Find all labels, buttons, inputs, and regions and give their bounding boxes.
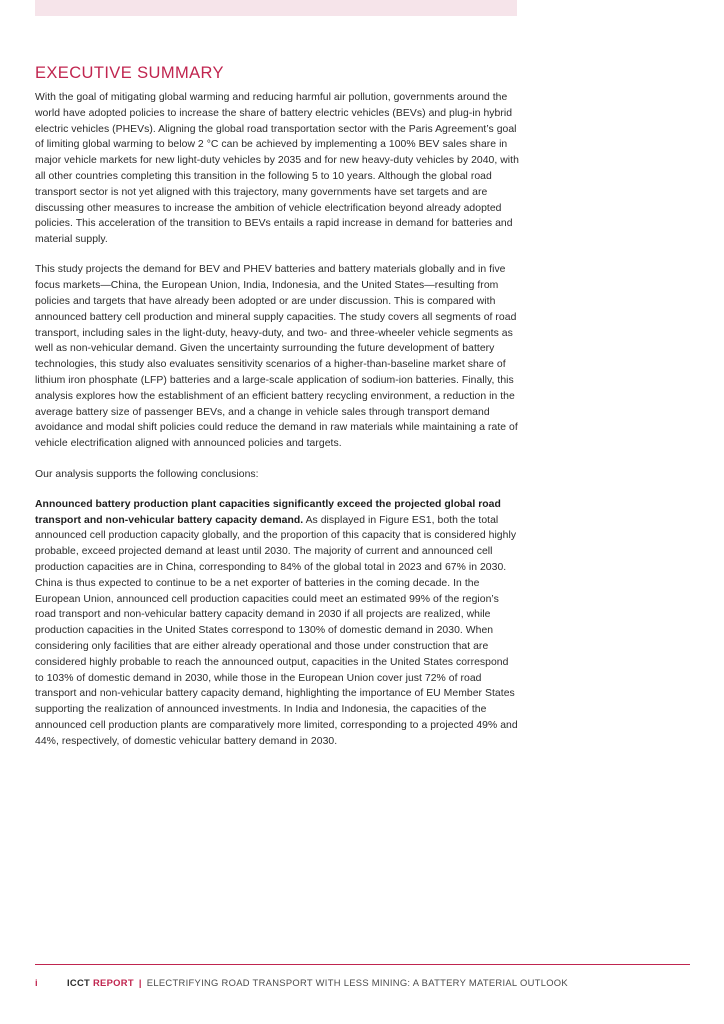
footer-org: ICCT (67, 977, 91, 988)
paragraph-conclusions-lead: Our analysis supports the following conclusions: (35, 468, 259, 480)
footer-document-title: ELECTRIFYING ROAD TRANSPORT WITH LESS MINING: A BATTERY MATERIAL OUTLOOK (146, 977, 568, 988)
top-decorative-band (35, 0, 517, 16)
finding-1-body: As displayed in Figure ES1, both the total announced cell production capacity globally, and the proportion of this capacity that is considered highly probable, exceed projected demand at least until 2030. The majority of current and announced cell production capacities are in China, corresponding to 84% of the global total in 2023 and 67% in 2030. China is thus expected to continue to be a net exporter of batteries in the coming decade. In the European Union, announced cell production capacities could meet an estimated 99% of the region’s road transport and non-vehicular battery capacity demand in 2030 if all projects are realized, while production capacities in the United States correspond to 130% of domestic demand in 2030. When considering only facilities that are either already operational and those under construction that are considered highly probable to reach the announced output, capacities in the United States correspond to 103% of domestic demand in 2030, while those in the European Union cover just 72% of road transport and non-vehicular battery capacity demand, highlighting the importance of EU Member States supporting the realization of announced investments. In India and Indonesia, the capacities of the announced cell production plants are comparatively more limited, corresponding to a projected 49% and 44%, respectively, of domestic vehicular battery demand in 2030. (35, 514, 518, 747)
footer-report-label: REPORT (92, 977, 134, 988)
paragraph-intro: With the goal of mitigating global warming and reducing harmful air pollution, governments around the world have adopted policies to increase the share of battery electric vehicles (BEVs) and plug-in hybrid electric vehicles (PHEVs). Aligning the global road transportation sector with the Paris Agreement’s goal of limiting global warming to below 2 °C can be achieved by implementing a 100% BEV sales share in major vehicle markets for new light-duty vehicles by 2035 and for new heavy-duty vehicles by 2040, with all other countries completing this transition in the following 5 to 10 years. Although the global road transport sector is not yet aligned with this trajectory, many governments have set targets and are discussing other measures to increase the ambition of vehicle electrification beyond already adopted policies. This acceleration of the transition to BEVs entails a rapid increase in demand for batteries and material supply. (35, 92, 519, 246)
paragraph-finding-1 (35, 497, 519, 750)
main-content (35, 62, 519, 764)
section-heading: EXECUTIVE SUMMARY (35, 64, 224, 82)
paragraph-study-scope: This study projects the demand for BEV and PHEV batteries and battery materials globally and in five focus markets—China, the European Union, India, Indonesia, and the United States—resulting from policies and targets that have already been adopted or are under discussion. This is compared with announced battery cell production and mineral supply capacities. The study covers all segments of road transport, including sales in the light-duty, heavy-duty, and two- and three-wheeler vehicle segments as well as non-vehicular demand. Given the uncertainty surrounding the future development of battery technologies, this study also evaluates sensitivity scenarios of a higher-than-baseline market share of lithium iron phosphate (LFP) batteries and a large-scale application of sodium-ion batteries. Finally, this analysis explores how the establishment of an efficient battery recycling environment, a reduction in the average battery size of passenger BEVs, and a change in vehicle sales through transport demand avoidance and modal shift policies could reduce the demand in raw materials while maintaining a rate of vehicle electrification aligned with announced policies and targets. (35, 264, 518, 450)
page-footer (35, 976, 568, 989)
footer-divider (35, 964, 690, 965)
finding-1-headline: Announced battery production plant capacities significantly exceed the projected global road transport and non-vehicular battery capacity demand. (35, 498, 501, 526)
page-number: i (35, 977, 38, 988)
footer-separator: | (138, 977, 142, 988)
